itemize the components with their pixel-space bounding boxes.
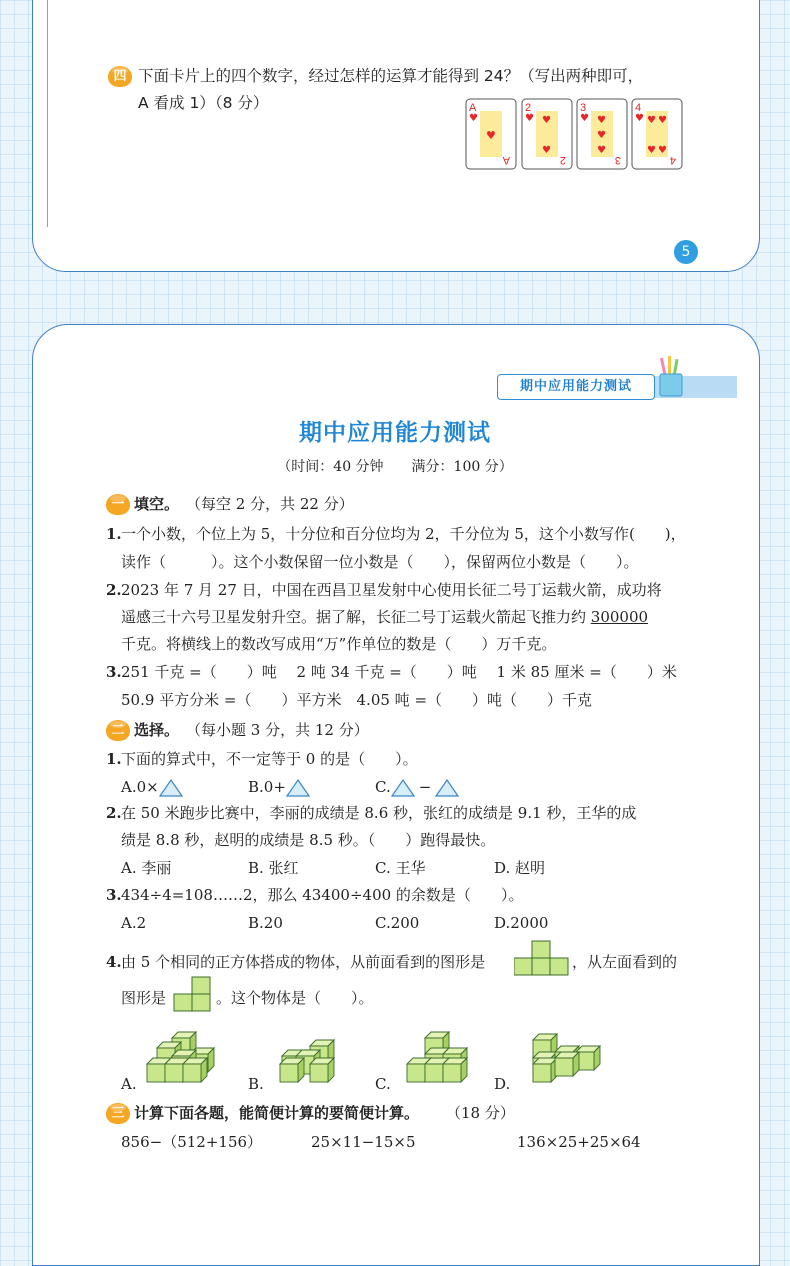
s3-expression-1: 856−（512+156）	[121, 1133, 263, 1151]
s2-q4-option-d: D.	[494, 1075, 511, 1093]
s2-q3-option-b: B.20	[248, 914, 283, 932]
s1-q3-line1: 251 千克 =（ ）吨 2 吨 34 千克 =（ ）吨 1 米 85 厘米 =（ ）米	[121, 663, 677, 681]
s2-q1-option-b	[248, 777, 310, 798]
section-badge-three: 三	[106, 1103, 130, 1124]
triangle-icon	[391, 778, 415, 798]
question-four-line2: A 看成 1）（8 分）	[138, 94, 269, 112]
svg-text:♥: ♥	[542, 145, 551, 156]
cube-figure-b	[280, 1040, 334, 1082]
svg-text:♥: ♥	[635, 113, 644, 124]
section1-score: （每空 2 分，共 22 分）	[186, 495, 354, 513]
s2-q3-text: 434÷4=108……2，那么 43400÷400 的余数是（ ）。	[121, 886, 524, 904]
card-three	[577, 99, 627, 169]
s3-expression-3: 136×25+25×64	[517, 1133, 641, 1151]
cube-figure-c	[407, 1032, 467, 1082]
section-badge-two: 二	[106, 720, 130, 741]
s2-q4-option-b: B.	[248, 1075, 264, 1093]
section2-score: （每小题 3 分，共 12 分）	[186, 721, 369, 739]
s1-q2-line1: 2023 年 7 月 27 日，中国在西昌卫星发射中心使用长征二号丁运载火箭，成功将	[121, 581, 662, 599]
svg-text:2: 2	[525, 102, 532, 114]
card-four	[632, 99, 682, 169]
minus-sign: −	[418, 778, 432, 796]
s1-q3-line2: 50.9 平方分米 =（ ）平方米 4.05 吨 =（ ）吨（ ）千克	[121, 691, 593, 709]
svg-text:2: 2	[559, 154, 566, 166]
s2-q4-option-c: C.	[375, 1075, 391, 1093]
section-badge-one: 一	[106, 494, 130, 515]
svg-text:♥: ♥	[597, 115, 606, 126]
svg-text:4: 4	[635, 102, 642, 114]
cube-options	[0, 1026, 790, 1092]
s2-q3-number: 3.	[106, 886, 122, 904]
s1-q1-line2: 读作（ ）。这个小数保留一位小数是（ ），保留两位小数是（ ）。	[121, 553, 639, 571]
page-margin-line	[47, 0, 48, 227]
svg-text:A: A	[502, 154, 510, 166]
s1-q3-number: 3.	[106, 663, 122, 681]
option-c-label: C.	[375, 778, 391, 796]
s1-q2-line2-text: 遥感三十六号卫星发射升空。据了解，长征二号丁运载火箭起飞推力约	[121, 608, 591, 626]
s2-q1-number: 1.	[106, 750, 122, 768]
page-subtitle: （时间：40 分钟 满分：100 分）	[277, 459, 513, 475]
svg-text:♥: ♥	[658, 115, 667, 126]
triangle-icon	[435, 778, 459, 798]
cube-figure-d	[533, 1034, 600, 1082]
s1-q2-line3: 千克。将横线上的数改写成用“万”作单位的数是（ ）万千克。	[121, 635, 557, 653]
playing-cards	[464, 98, 684, 172]
s2-q4-option-a: A.	[121, 1075, 137, 1093]
triangle-icon	[286, 778, 310, 798]
s2-q2-option-d: D. 赵明	[494, 859, 546, 877]
page-title: 期中应用能力测试	[299, 420, 491, 446]
svg-text:♥: ♥	[658, 145, 667, 156]
s2-q2-line2: 绩是 8.8 秒，赵明的成绩是 8.5 秒。（ ）跑得最快。	[121, 831, 496, 849]
pencil-cup-icon	[656, 356, 686, 398]
svg-text:♥: ♥	[597, 130, 606, 141]
svg-text:♥: ♥	[597, 145, 606, 156]
section3-score: （18 分）	[446, 1104, 515, 1122]
card-ace	[466, 99, 516, 169]
card-two	[522, 99, 572, 169]
triangle-icon	[159, 778, 183, 798]
s1-q2-number: 2.	[106, 581, 122, 599]
s2-q1-option-c	[375, 777, 459, 798]
svg-text:4: 4	[669, 154, 676, 166]
s2-q3-option-a: A.2	[121, 914, 147, 932]
s1-q2-line2	[121, 607, 648, 627]
section3-heading: 计算下面各题，能简便计算的要简便计算。	[134, 1104, 420, 1122]
s2-q2-number: 2.	[106, 804, 122, 822]
option-b-label: B.0+	[248, 778, 286, 796]
s2-q3-option-d: D.2000	[494, 914, 549, 932]
front-view-figure	[514, 940, 570, 976]
header-ribbon-label: 期中应用能力测试	[497, 374, 655, 400]
svg-text:♥: ♥	[486, 129, 496, 142]
s2-q1-text: 下面的算式中，不一定等于 0 的是（ ）。	[121, 750, 418, 768]
s2-q4-line1-b: ，从左面看到的	[572, 953, 678, 971]
s1-q2-underlined-number: 300000	[590, 608, 649, 626]
s1-q1-line1: 一个小数，个位上为 5，十分位和百分位均为 2，千分位为 5，这个小数写作( )，	[121, 525, 686, 543]
s2-q4-number: 4.	[106, 953, 122, 971]
section-badge-four: 四	[108, 66, 132, 87]
s3-expression-2: 25×11−15×5	[311, 1133, 416, 1151]
s2-q4-line2-a: 图形是	[121, 989, 167, 1007]
s2-q2-option-b: B. 张红	[248, 859, 299, 877]
svg-text:♥: ♥	[647, 145, 656, 156]
cube-figure-a	[147, 1032, 214, 1082]
section1-heading: 填空。	[134, 495, 180, 513]
svg-text:A: A	[469, 102, 477, 114]
s2-q2-option-c: C. 王华	[375, 859, 426, 877]
s1-q1-number: 1.	[106, 525, 122, 543]
option-a-label: A.0×	[121, 778, 159, 796]
question-four-line1: 下面卡片上的四个数字，经过怎样的运算才能得到 24？（写出两种即可，	[138, 67, 644, 85]
s2-q2-line1: 在 50 米跑步比赛中，李丽的成绩是 8.6 秒，张红的成绩是 9.1 秒，王华的成	[121, 804, 637, 822]
left-view-figure	[173, 976, 213, 1014]
s2-q4-line1-a: 由 5 个相同的正方体搭成的物体，从前面看到的图形是	[121, 953, 486, 971]
svg-text:♥: ♥	[647, 115, 656, 126]
s2-q3-option-c: C.200	[375, 914, 420, 932]
s2-q2-option-a: A. 李丽	[121, 859, 172, 877]
svg-text:♥: ♥	[580, 113, 589, 124]
section2-heading: 选择。	[134, 721, 180, 739]
page-number: 5	[674, 240, 698, 264]
svg-text:3: 3	[580, 102, 587, 114]
svg-text:♥: ♥	[542, 115, 551, 126]
svg-text:♥: ♥	[525, 113, 534, 124]
svg-text:♥: ♥	[469, 113, 478, 124]
svg-text:3: 3	[614, 154, 621, 166]
s2-q1-option-a	[121, 777, 183, 798]
s2-q4-line2-b: 。这个物体是（ ）。	[216, 989, 374, 1007]
